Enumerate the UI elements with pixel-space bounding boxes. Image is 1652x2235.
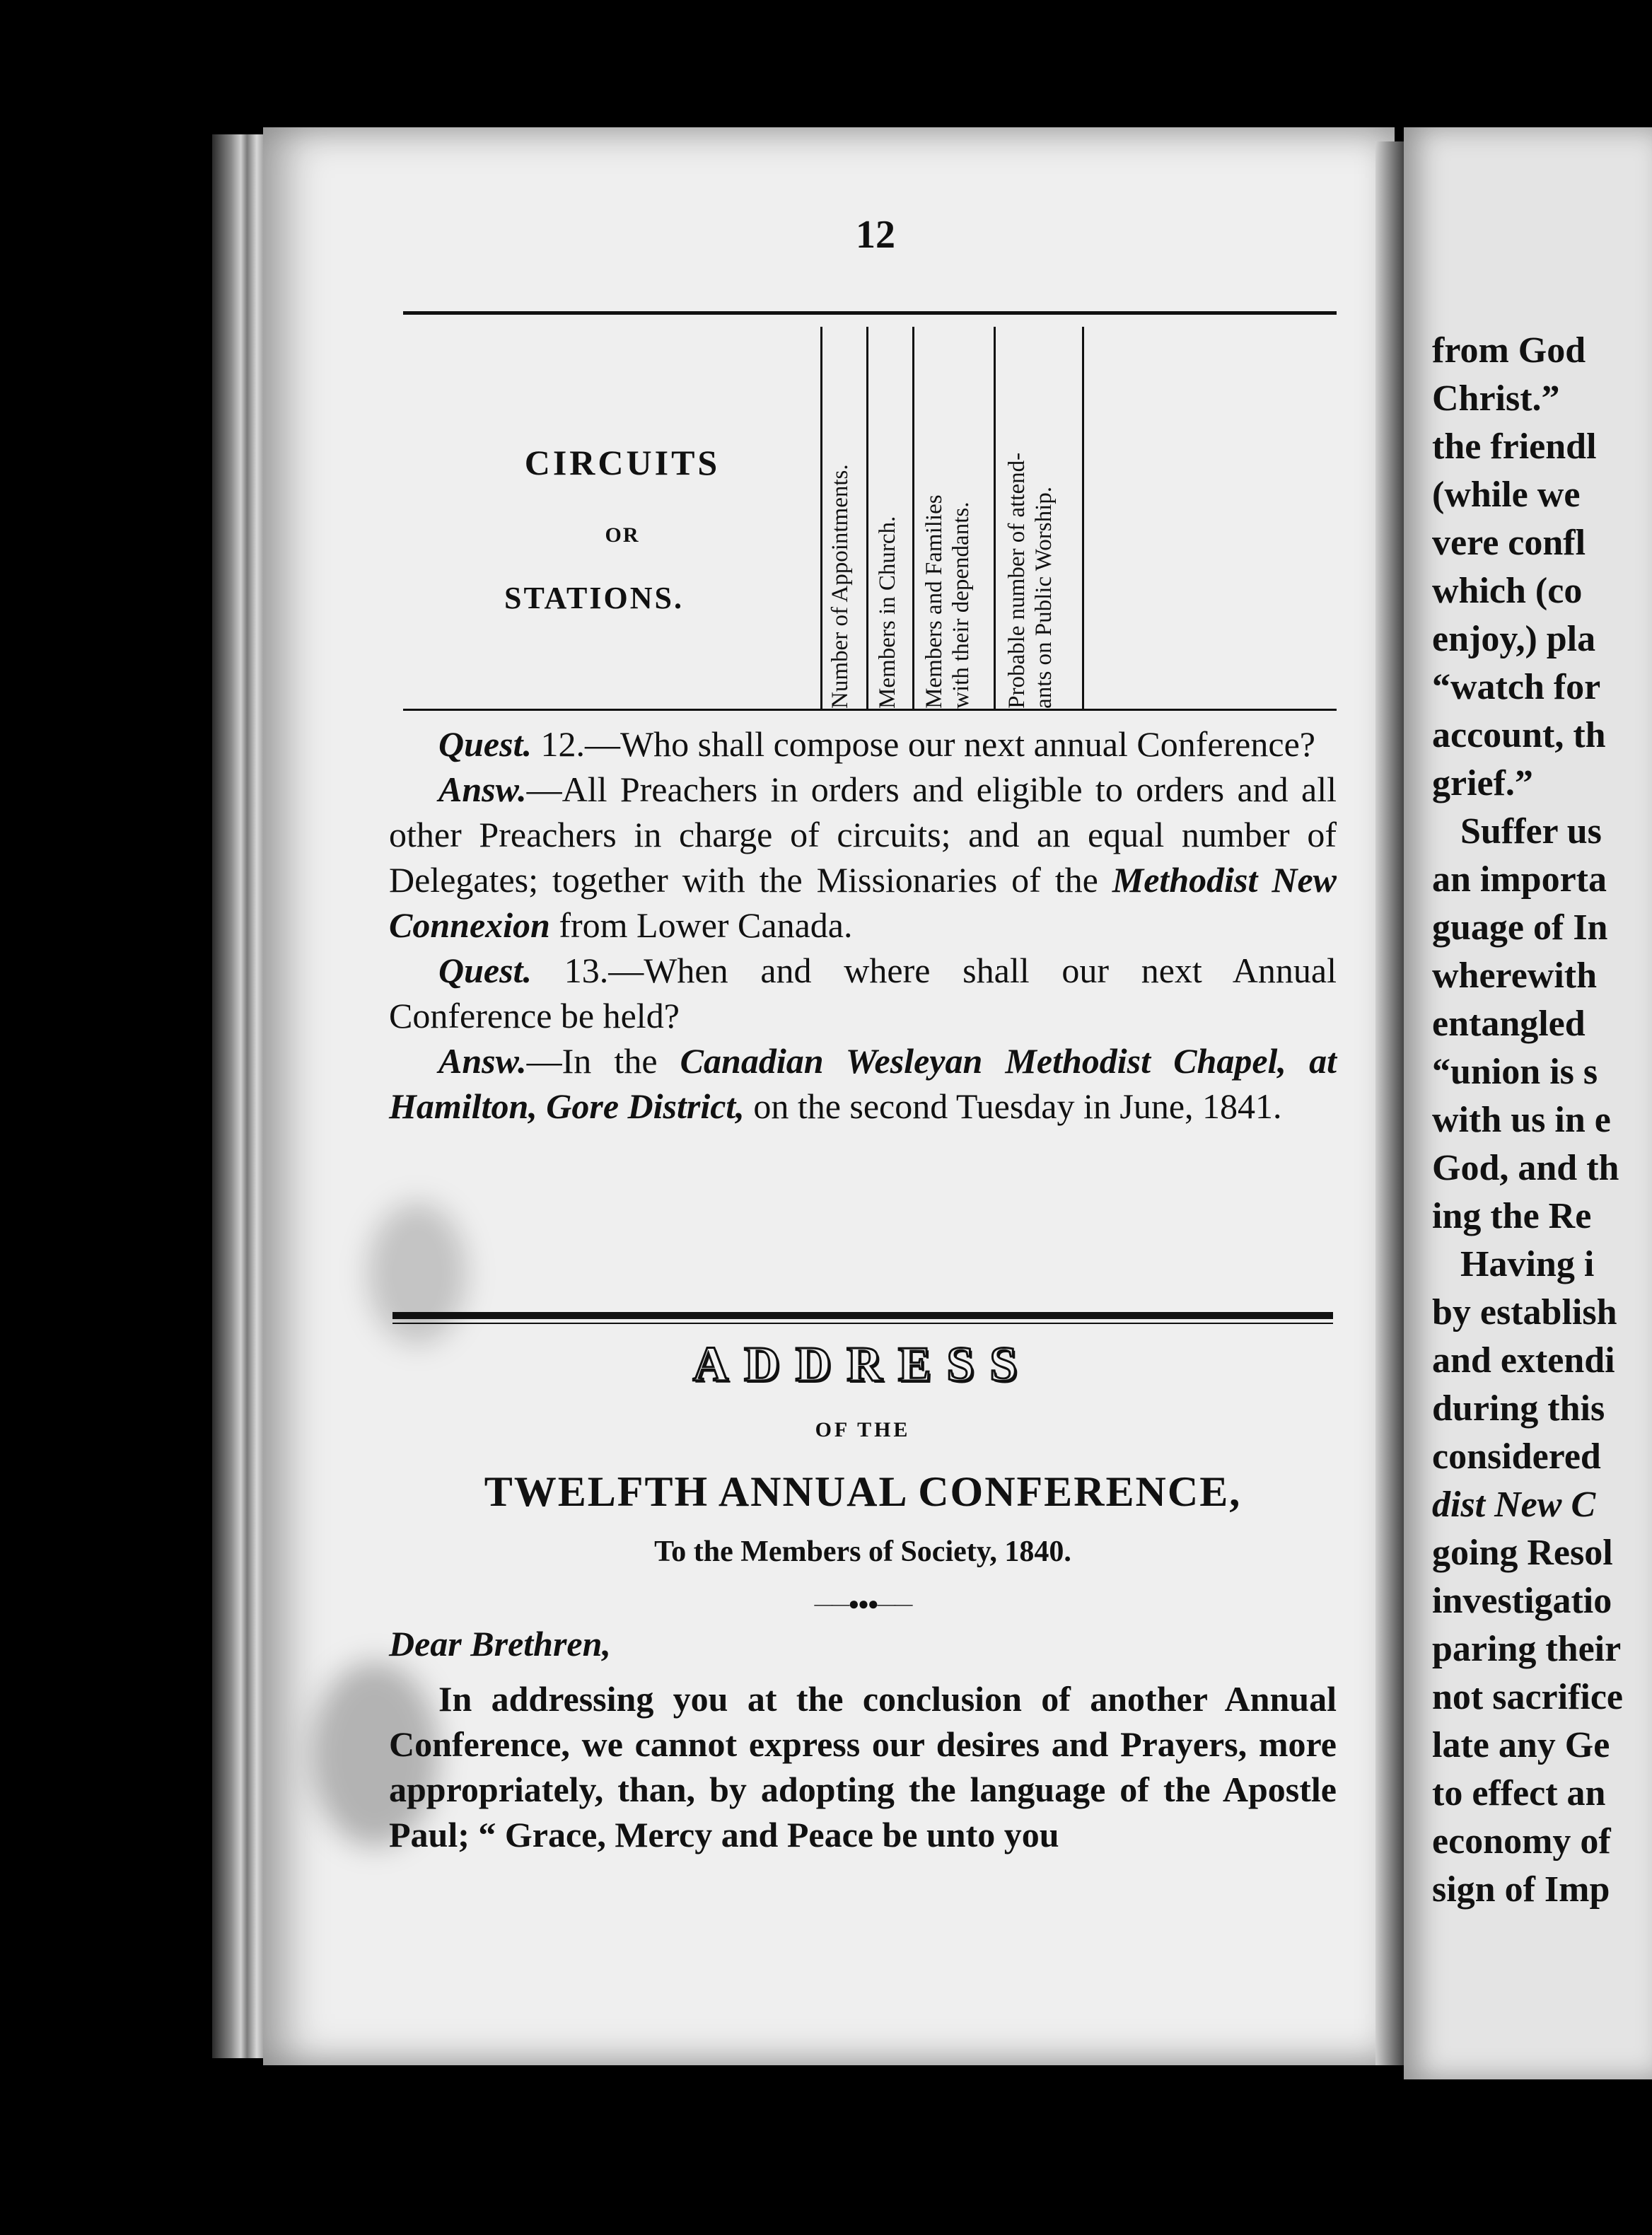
address-heading: TWELFTH ANNUAL CONFERENCE, <box>484 1468 1242 1515</box>
right-page-line: (while we <box>1432 475 1581 515</box>
right-page-line: with us in e <box>1432 1100 1611 1140</box>
answ-label: Answ. <box>438 1041 527 1081</box>
circuits-or-label: OR <box>605 523 640 547</box>
right-page-line: Suffer us <box>1460 811 1602 852</box>
answer-12-text-a: —All Preachers in orders and eligible to orders and all other Preachers in charge of circuits; and an equal number of Delegates; together with the Missionaries of the <box>389 770 1337 900</box>
right-page-line: and extendi <box>1432 1340 1615 1381</box>
address-subheading: To the Members of Society, 1840. <box>654 1536 1071 1568</box>
header-rule-bottom <box>403 709 1337 711</box>
right-page-line: enjoy,) pla <box>1432 619 1596 659</box>
right-page-line: from God <box>1432 330 1586 371</box>
right-page-line: not sacrifice <box>1432 1677 1624 1717</box>
right-page-line: which (co <box>1432 571 1583 611</box>
right-page-line: Having i <box>1460 1244 1595 1284</box>
question-12-text: 12.—Who shall compose our next annual Conference? <box>531 724 1315 764</box>
right-page-line: wherewith <box>1432 956 1598 996</box>
column-header-members-and-families <box>921 327 1006 709</box>
column-header-text: with their dependants. <box>948 501 974 709</box>
question-13-text: 13.—When and where shall our next Annual Conference be held? <box>389 951 1337 1035</box>
right-page-line: grief.” <box>1432 763 1533 803</box>
circuits-label: CIRCUITS <box>524 443 721 482</box>
answer-13-text-a: —In the <box>526 1041 680 1081</box>
right-page <box>1404 127 1652 2079</box>
answ-label: Answ. <box>438 770 527 809</box>
right-page-line: guage of In <box>1432 907 1608 948</box>
quest-label: Quest. <box>438 724 532 764</box>
right-page-line: the friendl <box>1432 426 1597 467</box>
quest-label: Quest. <box>438 951 532 990</box>
right-page-line: sign of Imp <box>1432 1869 1610 1910</box>
right-page-line: late any Ge <box>1432 1725 1610 1765</box>
address-of-the: OF THE <box>815 1418 911 1441</box>
right-page-line: dist New C <box>1432 1485 1596 1525</box>
right-page-line: considered <box>1432 1436 1601 1477</box>
answer-12-italic: Methodist New Connexion <box>389 860 1337 945</box>
answer-13-text-b: on the second Tuesday in June, 1841. <box>744 1086 1282 1126</box>
right-page-line: going Resol <box>1432 1533 1613 1573</box>
address-title: ADDRESS <box>692 1337 1033 1392</box>
table-column-divider <box>820 327 822 709</box>
page-number: 12 <box>856 213 895 257</box>
right-page-line: economy of <box>1432 1821 1611 1862</box>
header-rule-top <box>403 311 1337 315</box>
right-page-line: God, and th <box>1432 1148 1619 1188</box>
right-page-line: vere confl <box>1432 523 1586 563</box>
answer-12 <box>389 767 1337 948</box>
right-page-line: entangled <box>1432 1004 1586 1044</box>
section-rule-thin <box>392 1323 1333 1324</box>
right-page-line: “watch for <box>1432 667 1601 707</box>
column-header-text: ants on Public Worship. <box>1030 487 1057 709</box>
right-page-line: an importa <box>1432 859 1607 900</box>
column-header-text: Probable number of attend- <box>1004 453 1030 709</box>
stations-label: STATIONS. <box>504 581 684 615</box>
right-page-line: by establish <box>1432 1292 1617 1333</box>
answer-12-text-b: from Lower Canada. <box>549 905 853 945</box>
question-12 <box>389 721 1337 767</box>
right-page-line: to effect an <box>1432 1773 1606 1813</box>
address-paragraph: In addressing you at the conclusion of another Annual Conference, we cannot express our desires and Prayers, more appropriately, than, by adopting the language of the Apostle Paul; “ Grace, Mercy and Peace be unto you <box>389 1679 1337 1854</box>
column-header-probable-attendants <box>1004 327 1089 709</box>
answer-13-italic: Canadian Wesleyan Methodist Chapel, at Hamilton, Gore District, <box>389 1041 1337 1126</box>
address-body <box>389 1676 1337 1857</box>
column-header-text: Number of Appointments. <box>827 464 853 709</box>
right-page-line: account, th <box>1432 715 1606 755</box>
question-13 <box>389 948 1337 1038</box>
column-header-text: Members and Families <box>921 494 947 709</box>
right-page-line: Christ.” <box>1432 378 1560 419</box>
conference-questions <box>389 721 1337 1129</box>
ornament-divider: ——●●●—— <box>814 1593 912 1614</box>
right-page-line: ing the Re <box>1432 1196 1592 1236</box>
right-page-line: “union is s <box>1432 1052 1598 1092</box>
column-header-text: Members in Church. <box>875 516 900 709</box>
right-page-line: during this <box>1432 1388 1605 1429</box>
salutation: Dear Brethren, <box>389 1624 611 1664</box>
section-rule <box>392 1312 1333 1319</box>
right-page-line: investigatio <box>1432 1581 1612 1621</box>
right-page-line: paring their <box>1432 1629 1622 1669</box>
answer-13 <box>389 1038 1337 1129</box>
